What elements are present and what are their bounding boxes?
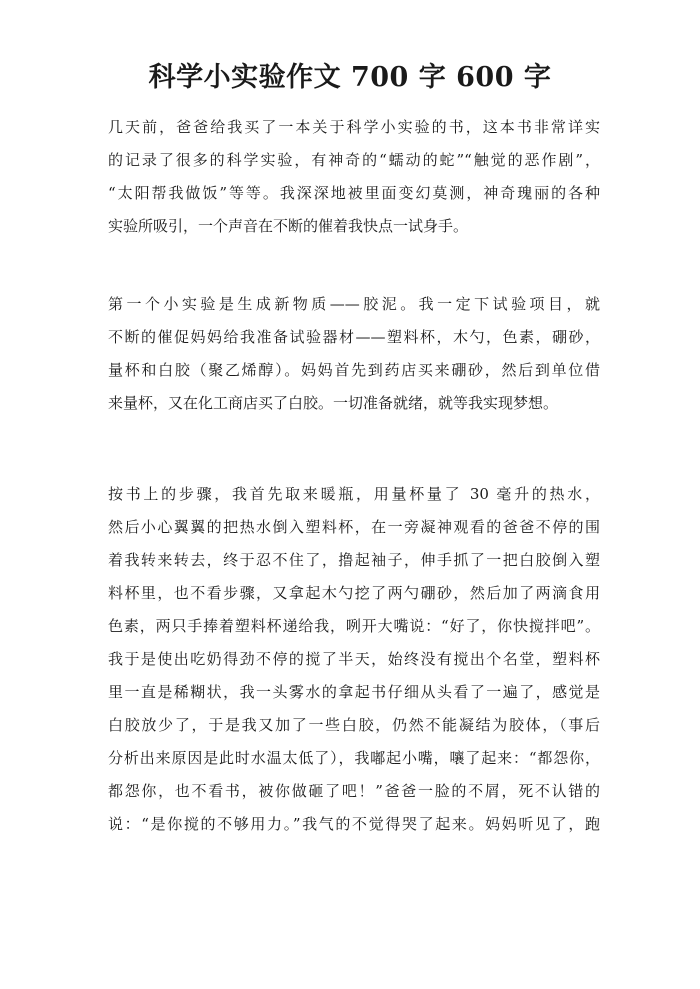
text-line: 我于是使出吃奶得劲不停的搅了半天，始终没有搅出个名堂，塑料杯 [108, 650, 600, 668]
page-title: 科学小实验作文 700 字 600 字 [148, 62, 552, 93]
text-line: 里一直是稀糊状，我一头雾水的拿起书仔细从头看了一遍了，感觉是 [108, 683, 600, 701]
text-line: 几天前，爸爸给我买了一本关于科学小实验的书，这本书非常详实 [108, 118, 600, 136]
text-line: 第一个小实验是生成新物质——胶泥。我一定下试验项目，就 [108, 295, 600, 313]
text-line: “太阳帮我做饭”等等。我深深地被里面变幻莫测，神奇瑰丽的各种 [108, 184, 600, 202]
text-line: 着我转来转去，终于忍不住了，撸起袖子，伸手抓了一把白胶倒入塑 [108, 551, 600, 569]
text-line: 说：“是你搅的不够用力。”我气的不觉得哭了起来。妈妈听见了，跑 [108, 815, 600, 833]
text-line: 的记录了很多的科学实验，有神奇的“蠕动的蛇”“触觉的恶作剧”， [108, 151, 600, 169]
paragraph-2 [108, 288, 600, 420]
text-line: 然后小心翼翼的把热水倒入塑料杯，在一旁凝神观看的爸爸不停的围 [108, 518, 600, 536]
text-line: 量杯和白胶（聚乙烯醇）。妈妈首先到药店买来硼砂，然后到单位借 [108, 361, 600, 379]
text-line: 按书上的步骤，我首先取来暖瓶，用量杯量了 30 毫升的热水， [108, 485, 600, 503]
text-line: 都怨你，也不看书，被你做砸了吧！”爸爸一脸的不屑，死不认错的 [108, 782, 600, 800]
text-line: 白胶放少了，于是我又加了一些白胶，仍然不能凝结为胶体，（事后 [108, 716, 600, 734]
text-line: 分析出来原因是此时水温太低了），我嘟起小嘴，嚷了起来：“都怨你， [108, 749, 600, 767]
paragraph-1 [108, 111, 600, 243]
text-line: 色素，两只手捧着塑料杯递给我，咧开大嘴说：“好了，你快搅拌吧”。 [108, 617, 600, 635]
text-line: 来量杯，又在化工商店买了白胶。一切准备就绪，就等我实现梦想。 [108, 394, 559, 412]
text-line: 料杯里，也不看步骤，又拿起木勺挖了两勺硼砂，然后加了两滴食用 [108, 584, 600, 602]
paragraph-3 [108, 478, 600, 841]
text-line: 实验所吸引，一个声音在不断的催着我快点一试身手。 [108, 217, 469, 235]
text-line: 不断的催促妈妈给我准备试验器材——塑料杯，木勺，色素，硼砂， [108, 328, 600, 346]
